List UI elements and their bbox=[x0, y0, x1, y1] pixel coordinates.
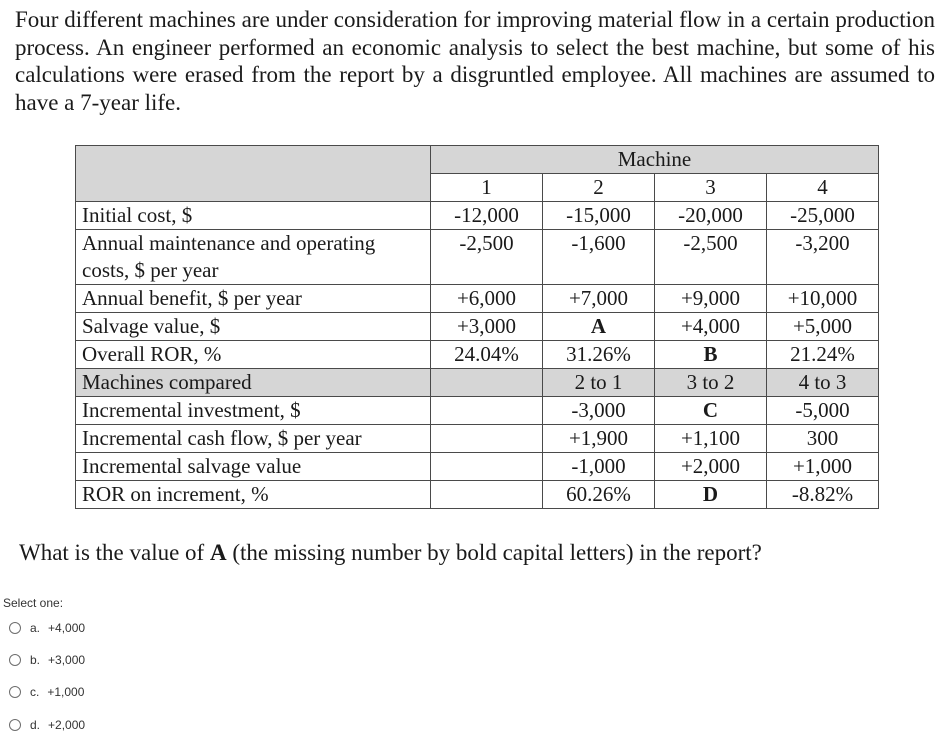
table-row bbox=[76, 341, 879, 369]
machine-header: Machine bbox=[431, 146, 879, 174]
cell: +4,000 bbox=[655, 313, 767, 341]
cell: 4 to 3 bbox=[767, 369, 879, 397]
option-text: +4,000 bbox=[48, 621, 86, 635]
cell: +1,100 bbox=[655, 425, 767, 453]
missing-value-a: A bbox=[543, 313, 655, 341]
cell bbox=[431, 453, 543, 481]
table-row bbox=[76, 202, 879, 230]
answer-option-d[interactable] bbox=[9, 716, 85, 734]
question-text bbox=[19, 539, 762, 567]
machine-number-3: 3 bbox=[655, 174, 767, 202]
radio-icon[interactable] bbox=[9, 719, 21, 731]
answer-option-a[interactable] bbox=[9, 619, 85, 637]
cell bbox=[431, 481, 543, 509]
question-bold-letter: A bbox=[209, 540, 227, 565]
row-label: Annual benefit, $ per year bbox=[76, 285, 431, 313]
row-label: Initial cost, $ bbox=[76, 202, 431, 230]
row-label: Machines compared bbox=[76, 369, 431, 397]
option-letter: b. bbox=[30, 653, 41, 667]
table-row bbox=[76, 369, 879, 397]
cell: +1,000 bbox=[767, 453, 879, 481]
cell: -3,200 bbox=[767, 230, 879, 285]
cell: -20,000 bbox=[655, 202, 767, 230]
cell bbox=[431, 425, 543, 453]
question-before: What is the value of bbox=[19, 540, 210, 565]
table-row bbox=[76, 481, 879, 509]
table-row bbox=[76, 425, 879, 453]
cell bbox=[431, 397, 543, 425]
cell: -1,000 bbox=[543, 453, 655, 481]
table-row bbox=[76, 453, 879, 481]
cell: -2,500 bbox=[431, 230, 543, 285]
missing-value-c: C bbox=[655, 397, 767, 425]
cell: 24.04% bbox=[431, 341, 543, 369]
table-row bbox=[76, 285, 879, 313]
row-label: Overall ROR, % bbox=[76, 341, 431, 369]
cell: +1,900 bbox=[543, 425, 655, 453]
cell: -8.82% bbox=[767, 481, 879, 509]
cell: +3,000 bbox=[431, 313, 543, 341]
select-one-label: Select one: bbox=[3, 596, 64, 610]
cell: 31.26% bbox=[543, 341, 655, 369]
radio-icon[interactable] bbox=[9, 686, 21, 698]
cell: +7,000 bbox=[543, 285, 655, 313]
cell: -3,000 bbox=[543, 397, 655, 425]
radio-icon[interactable] bbox=[9, 622, 21, 634]
table-row bbox=[76, 397, 879, 425]
cell: -25,000 bbox=[767, 202, 879, 230]
cell: 3 to 2 bbox=[655, 369, 767, 397]
cell: -12,000 bbox=[431, 202, 543, 230]
cell: +9,000 bbox=[655, 285, 767, 313]
cell: -5,000 bbox=[767, 397, 879, 425]
machine-number-2: 2 bbox=[543, 174, 655, 202]
answer-option-c[interactable] bbox=[9, 683, 84, 701]
cell: -15,000 bbox=[543, 202, 655, 230]
row-label: Incremental salvage value bbox=[76, 453, 431, 481]
machine-number-4: 4 bbox=[767, 174, 879, 202]
cell: -1,600 bbox=[543, 230, 655, 285]
option-letter: d. bbox=[30, 718, 41, 732]
cell: 2 to 1 bbox=[543, 369, 655, 397]
row-label: Incremental cash flow, $ per year bbox=[76, 425, 431, 453]
cell: +6,000 bbox=[431, 285, 543, 313]
cell: +5,000 bbox=[767, 313, 879, 341]
table-row bbox=[76, 313, 879, 341]
option-letter: c. bbox=[30, 685, 40, 699]
row-label: Salvage value, $ bbox=[76, 313, 431, 341]
missing-value-d: D bbox=[655, 481, 767, 509]
cell: -2,500 bbox=[655, 230, 767, 285]
option-text: +1,000 bbox=[47, 685, 85, 699]
cell: 21.24% bbox=[767, 341, 879, 369]
question-after: (the missing number by bold capital letters) in the report? bbox=[226, 540, 762, 565]
economic-analysis-table bbox=[75, 145, 879, 509]
row-label: ROR on increment, % bbox=[76, 481, 431, 509]
option-letter: a. bbox=[30, 621, 41, 635]
missing-value-b: B bbox=[655, 341, 767, 369]
option-text: +2,000 bbox=[48, 718, 86, 732]
cell bbox=[431, 369, 543, 397]
table-row bbox=[76, 230, 879, 285]
row-label: Annual maintenance and operating costs, $ per year bbox=[76, 230, 431, 285]
cell: 300 bbox=[767, 425, 879, 453]
table-corner-cell bbox=[76, 146, 431, 202]
machine-number-1: 1 bbox=[431, 174, 543, 202]
option-text: +3,000 bbox=[48, 653, 86, 667]
radio-icon[interactable] bbox=[9, 654, 21, 666]
problem-statement: Four different machines are under consideration for improving material flow in a certain production process. An engineer performed an economic analysis to select the best machine, but some of his calculations were erased from the report by a disgruntled employee. All machines are assumed to have a 7-year life. bbox=[15, 7, 935, 115]
row-label: Incremental investment, $ bbox=[76, 397, 431, 425]
answer-option-b[interactable] bbox=[9, 651, 85, 669]
cell: +10,000 bbox=[767, 285, 879, 313]
cell: +2,000 bbox=[655, 453, 767, 481]
cell: 60.26% bbox=[543, 481, 655, 509]
